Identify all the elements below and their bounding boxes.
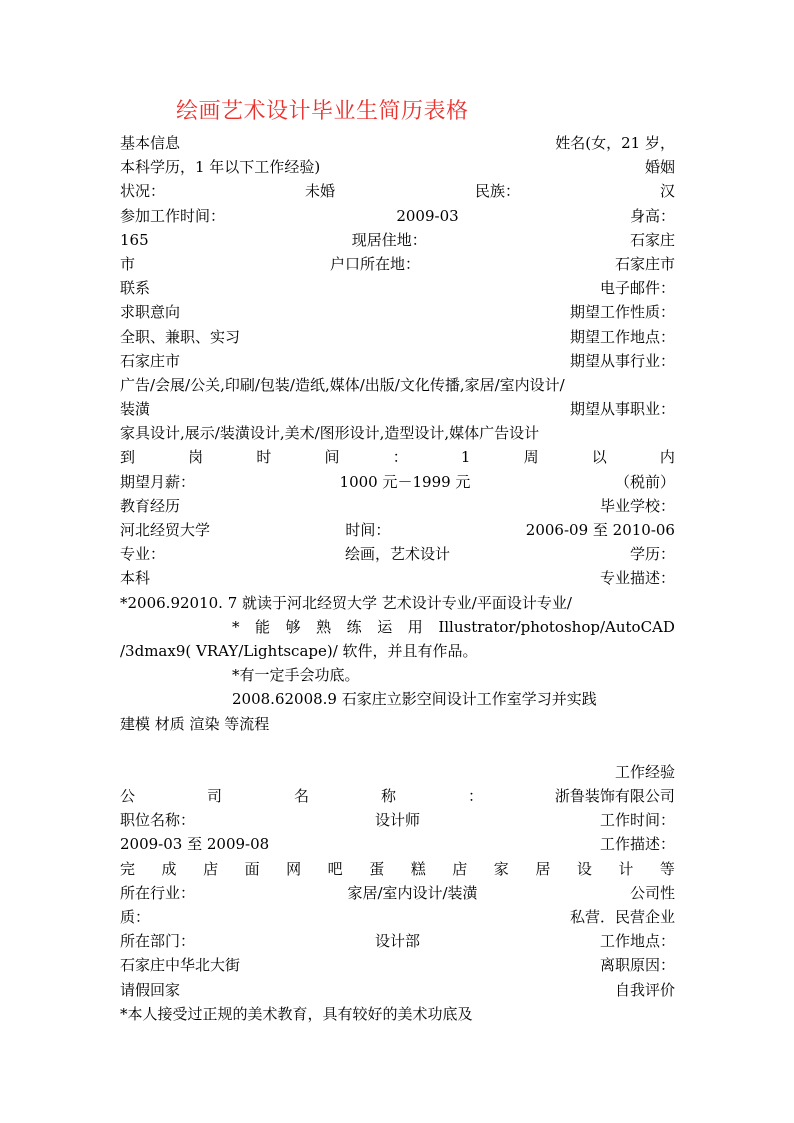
text-segment: 职位名称： (120, 811, 196, 830)
text-segment: 专业： (120, 545, 166, 564)
text-line (120, 445, 675, 469)
text-line (120, 929, 675, 953)
text-segment: 质： (120, 908, 151, 926)
text-segment: 等 (659, 859, 675, 878)
text-segment: 能 (255, 617, 271, 636)
text-segment: 学历： (629, 545, 675, 564)
text-segment: 糕 (410, 859, 426, 878)
text-segment: 1 (460, 448, 471, 467)
text-line (120, 881, 675, 905)
text-segment: 现居住地： (351, 230, 427, 249)
text-segment: 本科学历，1 年以下工作经验) (120, 158, 321, 177)
text-segment: 够 (285, 617, 301, 636)
text-line (120, 639, 675, 663)
text-segment: 店 (203, 859, 219, 878)
text-segment: 石家庄中华北大街 (120, 956, 241, 975)
text-segment: 汉 (659, 182, 675, 201)
text-segment: 到 (120, 448, 136, 467)
text-segment: 自我评价 (614, 980, 675, 999)
text-segment: 练 (346, 617, 362, 636)
text-segment: 2008.62008.9 石家庄立影空间设计工作室学习并实践 (232, 690, 597, 709)
text-segment: 婚姻 (644, 158, 675, 177)
text-line (120, 687, 675, 711)
text-segment: 石家庄 (629, 230, 675, 249)
text-segment: 石家庄市 (120, 351, 181, 370)
text-line (120, 857, 675, 881)
text-line (120, 736, 675, 760)
text-segment: 本科 (120, 569, 151, 588)
text-segment: 公司性 (629, 883, 675, 902)
text-segment: 工作时间： (599, 811, 675, 830)
text-segment: * (232, 617, 240, 636)
text-line (120, 179, 675, 203)
text-segment: ： (467, 787, 483, 806)
text-segment: 所在行业： (120, 883, 196, 902)
text-segment: 未婚 (304, 182, 335, 201)
text-line (120, 808, 675, 832)
text-line (120, 276, 675, 300)
text-line (120, 760, 675, 784)
text-segment: *2006.92010. 7 就读于河北经贸大学 艺术设计专业/平面设计专业/ (120, 593, 572, 612)
text-line (120, 300, 675, 324)
text-segment: 网 (286, 859, 302, 878)
text-segment: 2006-09 至 2010-06 (525, 521, 675, 539)
text-segment: 面 (244, 859, 260, 878)
text-segment: 计 (618, 859, 634, 878)
text-line (120, 397, 675, 421)
text-segment: 广告/会展/公关,印刷/包装/造纸,媒体/出版/文化传播,家居/室内设计/ (120, 375, 565, 394)
text-segment: 工作描述： (599, 835, 675, 854)
text-line (120, 325, 675, 349)
text-segment: 内 (659, 448, 675, 467)
text-segment: 教育经历 (120, 496, 181, 515)
text-segment: 以 (591, 448, 607, 467)
text-segment: 私营．民营企业 (569, 908, 675, 926)
text-line (120, 421, 675, 445)
text-segment: 河北经贸大学 (120, 521, 211, 539)
text-segment: 毕业学校： (599, 496, 675, 515)
text-segment: 用 (407, 617, 423, 636)
text-segment: 设计部 (374, 932, 420, 951)
text-segment: 店 (452, 859, 468, 878)
text-segment: 离职原因： (599, 956, 675, 975)
text-segment: 期望从事行业： (569, 351, 675, 370)
text-segment: 工作地点： (599, 932, 675, 951)
text-line (120, 566, 675, 590)
text-segment: 基本信息 (120, 134, 181, 152)
text-line (120, 591, 675, 615)
text-segment: 家 (493, 859, 509, 878)
text-segment: 吧 (327, 859, 343, 878)
resume-title: 绘画艺术设计毕业生简历表格 (176, 99, 469, 124)
text-line (120, 204, 675, 228)
text-segment: 户口所在地： (329, 254, 420, 273)
text-line (120, 494, 675, 518)
text-segment: *有一定手会功底。 (232, 666, 360, 685)
text-segment: 称 (380, 787, 396, 806)
text-segment: 家居/室内设计/装潢 (347, 883, 478, 902)
text-line (120, 615, 675, 639)
text-segment: 岗 (188, 448, 204, 467)
text-line (120, 518, 675, 542)
text-segment: 名 (293, 787, 309, 806)
text-segment: 石家庄市 (614, 254, 675, 273)
text-segment: 运 (377, 617, 393, 636)
text-line (120, 228, 675, 252)
text-segment: 建模 材质 渲染 等流程 (120, 714, 270, 733)
text-line (120, 905, 675, 929)
text-segment: /3dmax9( VRAY/Lightscape)/ 软件，并且有作品。 (120, 641, 478, 660)
text-line (120, 373, 675, 397)
text-segment: 电子邮件： (599, 279, 675, 298)
text-segment: 参加工作时间： (120, 206, 226, 225)
text-line (120, 978, 675, 1002)
text-segment: 期望月薪： (120, 472, 196, 491)
text-line (120, 470, 675, 494)
text-segment: 熟 (316, 617, 332, 636)
text-line (120, 131, 675, 155)
text-segment: 设 (576, 859, 592, 878)
text-segment: 专业描述： (599, 569, 675, 588)
text-line (120, 953, 675, 977)
text-segment: 期望工作性质： (569, 303, 675, 322)
text-segment: 165 (120, 230, 149, 249)
text-segment: 周 (523, 448, 539, 467)
text-segment: 市 (120, 254, 136, 273)
text-segment: 工作经验 (614, 762, 675, 781)
text-segment: 身高： (629, 206, 675, 225)
text-segment: Illustrator/photoshop/AutoCAD (438, 617, 675, 636)
text-segment: 民族： (474, 182, 520, 201)
text-segment: ： (392, 448, 408, 467)
text-segment: 家具设计,展示/装潢设计,美术/图形设计,造型设计,媒体广告设计 (120, 424, 540, 443)
resume-body (120, 131, 675, 1026)
text-segment: 期望工作地点： (569, 327, 675, 346)
text-line (120, 784, 675, 808)
text-segment: 设计师 (374, 811, 420, 830)
text-segment: 间 (324, 448, 340, 467)
text-segment: 状况： (120, 182, 166, 201)
text-segment: 所在部门： (120, 932, 196, 951)
text-segment: 绘画，艺术设计 (344, 545, 450, 564)
text-segment: 联系 (120, 279, 151, 298)
text-line (120, 1002, 675, 1026)
text-segment: *本人接受过正规的美术教育，具有较好的美术功底及 (120, 1004, 473, 1023)
text-segment: 司 (206, 787, 222, 806)
text-line (120, 712, 675, 736)
text-segment: 求职意向 (120, 303, 181, 322)
text-segment: 2009-03 (396, 206, 459, 225)
text-segment: 全职、兼职、实习 (120, 327, 241, 346)
text-line (120, 542, 675, 566)
text-segment: 姓名(女，21 岁， (555, 134, 675, 152)
text-segment: 蛋 (369, 859, 385, 878)
text-segment: 居 (535, 859, 551, 878)
text-line (120, 252, 675, 276)
text-segment: 1000 元－1999 元 (339, 472, 471, 491)
text-segment: 装潢 (120, 400, 151, 419)
text-line (120, 155, 675, 179)
text-segment: 2009-03 至 2009-08 (120, 835, 270, 854)
text-line (120, 663, 675, 687)
text-segment: 请假回家 (120, 980, 181, 999)
text-segment: 成 (161, 859, 177, 878)
text-segment: 浙鲁装饰有限公司 (554, 787, 675, 806)
text-segment: （税前） (614, 472, 675, 491)
text-line (120, 832, 675, 856)
text-segment: 时 (256, 448, 272, 467)
text-segment: 完 (120, 859, 136, 878)
text-line (120, 349, 675, 373)
text-segment: 时间： (345, 521, 391, 539)
text-segment: 期望从事职业： (569, 400, 675, 419)
text-segment: 公 (120, 787, 136, 806)
